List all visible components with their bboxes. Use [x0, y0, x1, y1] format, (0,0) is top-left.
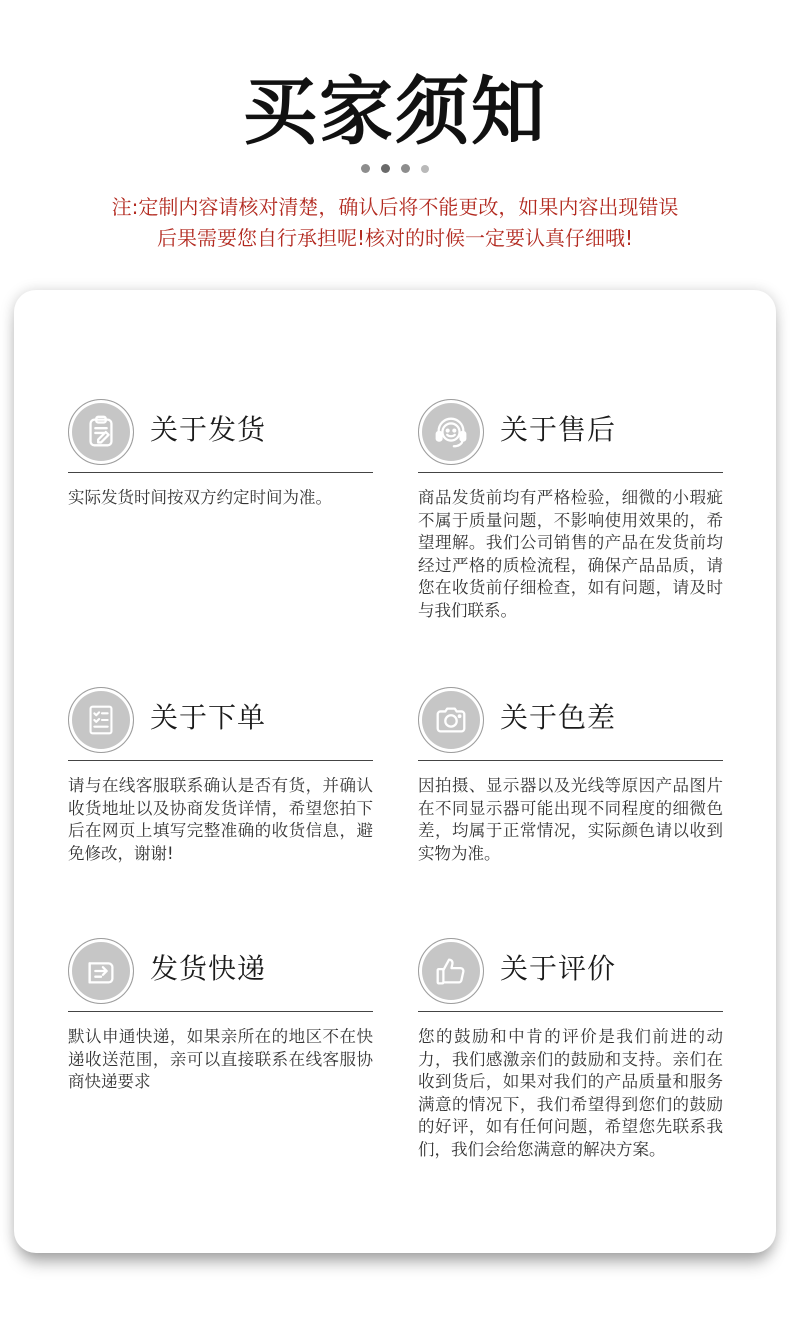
info-card	[14, 290, 776, 1253]
customer-service-headset-icon	[418, 399, 484, 465]
dot-3	[401, 164, 410, 173]
section-color-difference	[418, 680, 723, 865]
section-reviews	[418, 931, 723, 1162]
camera-icon	[418, 687, 484, 753]
section-header	[418, 392, 723, 473]
section-title: 关于色差	[500, 701, 617, 734]
section-title: 发货快递	[150, 952, 267, 985]
section-text: 您的鼓励和中肯的评价是我们前进的动力，我们感激亲们的鼓励和支持。亲们在收到货后，如果对我们的产品质量和服务满意的情况下，我们希望得到您们的鼓励的好评，如有任何问题，希望您先联系我们，我们会给您满意的解决方案。	[418, 1027, 723, 1159]
section-text: 请与在线客服联系确认是否有货，并确认收货地址以及协商发货详情，希望您拍下后在网页上填写完整准确的收货信息，避免修改，谢谢!	[68, 776, 373, 863]
section-ordering	[68, 680, 373, 865]
section-header	[68, 392, 373, 473]
notice-line-1: 注:定制内容请核对清楚，确认后将不能更改，如果内容出现错误	[111, 195, 679, 219]
dot-1	[361, 164, 370, 173]
thumbs-up-icon	[418, 938, 484, 1004]
dot-2	[381, 164, 390, 173]
section-title: 关于下单	[150, 701, 267, 734]
section-express-delivery	[68, 931, 373, 1094]
clipboard-icon	[68, 399, 134, 465]
order-form-icon	[68, 687, 134, 753]
section-shipping	[68, 392, 373, 510]
section-text: 因拍摄、显示器以及光线等原因产品图片在不同显示器可能出现不同程度的细微色差，均属于正常情况，实际颜色请以收到实物为准。	[418, 776, 723, 863]
section-title: 关于发货	[150, 413, 267, 446]
section-header	[418, 931, 723, 1012]
dot-4	[421, 165, 429, 173]
pagination-dots	[0, 164, 790, 173]
delivery-box-icon	[68, 938, 134, 1004]
section-header	[68, 931, 373, 1012]
section-header	[68, 680, 373, 761]
notice-line-2: 后果需要您自行承担呢!核对的时候一定要认真仔细哦!	[156, 226, 634, 250]
section-title: 关于售后	[500, 413, 617, 446]
section-title: 关于评价	[500, 952, 617, 985]
page-title: 买家须知	[243, 69, 547, 155]
section-text: 实际发货时间按双方约定时间为准。	[68, 488, 332, 507]
section-after-sales	[418, 392, 723, 623]
section-text: 默认申通快递，如果亲所在的地区不在快递收送范围，亲可以直接联系在线客服协商快递要求	[68, 1027, 373, 1092]
custom-content-notice	[40, 192, 750, 254]
section-header	[418, 680, 723, 761]
section-text: 商品发货前均有严格检验，细微的小瑕疵不属于质量问题，不影响使用效果的，希望理解。我们公司销售的产品在发货前均经过严格的质检流程，确保产品品质，请您在收货前仔细检查，如有问题，请及时与我们联系。	[418, 488, 723, 620]
